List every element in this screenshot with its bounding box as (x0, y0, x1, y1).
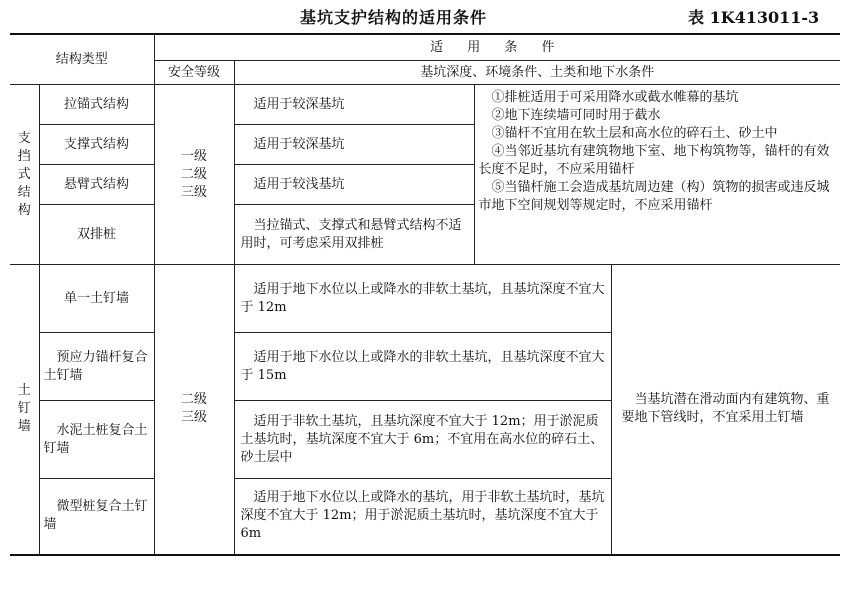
group1-category: 支 挡 式 结 构 (10, 85, 39, 265)
group2-note: 当基坑潜在滑动面内有建筑物、重要地下管线时，不宜采用土钉墙 (611, 265, 840, 555)
table-number: 表 1K413011-3 (688, 8, 820, 27)
structure-name: 支撑式结构 (39, 125, 154, 165)
structure-condition: 适用于地下水位以上或降水的非软土基坑，且基坑深度不宜大于 12m (234, 265, 611, 333)
group2-category: 土 钉 墙 (10, 265, 39, 555)
note-item: ⑤当锚杆施工会造成基坑周边建（构）筑物的损害或违反城市地下空间规划等规定时，不应采用锚杆 (478, 180, 830, 213)
structure-condition: 适用于地下水位以上或降水的非软土基坑，且基坑深度不宜大于 15m (234, 333, 611, 401)
structure-condition: 适用于较深基坑 (234, 125, 474, 165)
structure-name: 拉锚式结构 (39, 85, 154, 125)
table-title: 基坑支护结构的适用条件 (300, 8, 488, 27)
note-item: ③锚杆不宜用在软土层和高水位的碎石土、砂土中 (491, 126, 778, 141)
note-item: ④当邻近基坑有建筑物地下室、地下构筑物等，锚杆的有效长度不足时，不应采用锚杆 (478, 144, 830, 177)
header-structure-type: 结构类型 (10, 34, 154, 85)
structure-name: 单一土钉墙 (39, 265, 154, 333)
header-applicable-conditions: 适 用 条 件 (154, 34, 840, 61)
structure-name: 悬臂式结构 (39, 165, 154, 205)
structure-condition: 适用于地下水位以上或降水的基坑，用于非软土基坑时，基坑深度不宜大于 12m；用于淤泥质土基坑时，基坑深度不宜大于 6m (234, 479, 611, 555)
support-structure-table (10, 33, 840, 556)
table-caption (0, 2, 844, 28)
note-item: ②地下连续墙可同时用于截水 (491, 108, 661, 123)
note-item: ①排桩适用于可采用降水或截水帷幕的基坑 (491, 90, 739, 105)
structure-name: 预应力锚杆复合土钉墙 (39, 333, 154, 401)
structure-name: 双排桩 (39, 205, 154, 265)
structure-condition: 适用于非软土基坑，且基坑深度不宜大于 12m；用于淤泥质土基坑时，基坑深度不宜大于 6m；不宜用在高水位的碎石土、砂土层中 (234, 401, 611, 479)
group2-safety-level: 二级 三级 (154, 265, 234, 555)
structure-name: 微型桩复合土钉墙 (39, 479, 154, 555)
group1-notes (474, 85, 840, 265)
header-depth-env: 基坑深度、环境条件、土类和地下水条件 (234, 61, 840, 85)
structure-condition: 适用于较浅基坑 (234, 165, 474, 205)
structure-condition: 当拉锚式、支撑式和悬臂式结构不适用时，可考虑采用双排桩 (234, 205, 474, 265)
structure-condition: 适用于较深基坑 (234, 85, 474, 125)
group1-safety-level: 一级 二级 三级 (154, 85, 234, 265)
structure-name: 水泥土桩复合土钉墙 (39, 401, 154, 479)
header-safety-level: 安全等级 (154, 61, 234, 85)
